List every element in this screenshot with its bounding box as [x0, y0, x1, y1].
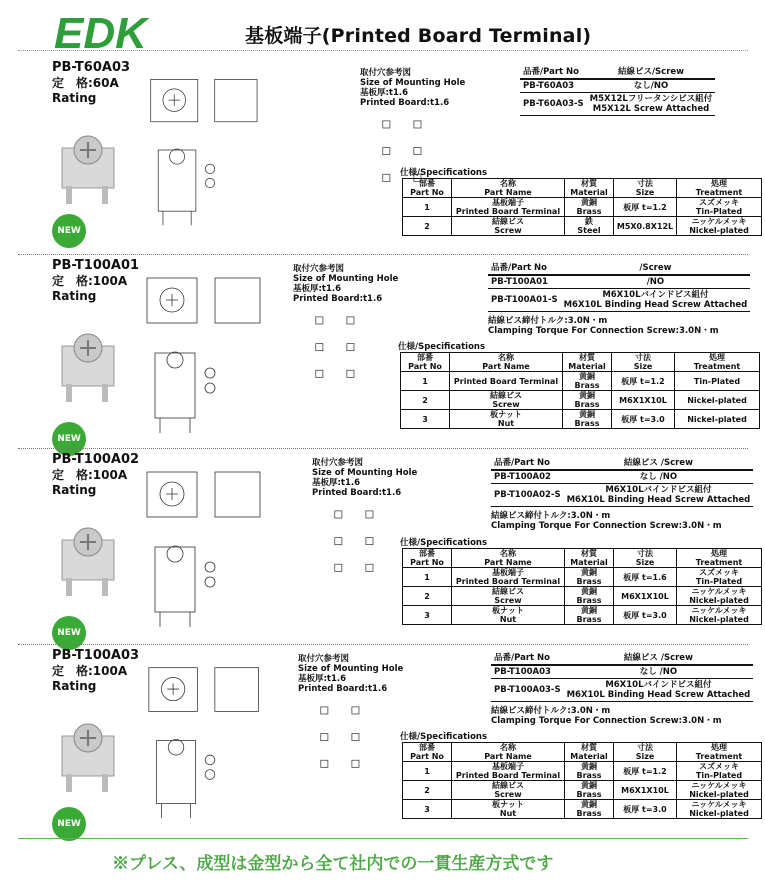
spec-cell: [452, 217, 565, 236]
product-photo: [50, 510, 130, 600]
cell-en: Tin-Plated: [693, 376, 741, 386]
mounting-hole-jp: 取付穴参考図: [298, 654, 350, 664]
spec-cell: 2: [401, 391, 450, 410]
mounting-hole-en: Size of Mounting Hole: [293, 274, 399, 284]
header-jp: 名称: [500, 549, 516, 558]
cell-en: Nut: [497, 419, 515, 428]
spec-cell: [565, 198, 614, 217]
part-number-table: [491, 652, 753, 702]
spec-cell: [452, 198, 565, 217]
spec-table: [402, 548, 762, 625]
spec-header-cell: [403, 179, 452, 198]
spec-header-cell: [450, 353, 563, 372]
cell-jp: 結線ビス: [490, 391, 522, 400]
mounting-hole-t-en: Printed Board:t1.6: [312, 488, 402, 498]
cell-jp: 板ナット: [492, 800, 524, 809]
rating-en: Rating: [52, 483, 97, 497]
new-badge: NEW: [52, 807, 86, 841]
cell-en: Nickel-plated: [689, 596, 749, 605]
cell-jp: 黄銅: [579, 410, 595, 419]
product-photo: [50, 316, 130, 406]
cell-en: Nickel-plated: [687, 414, 747, 424]
spec-header-cell: [452, 179, 565, 198]
spec-cell: [450, 391, 563, 410]
spec-row: [403, 217, 762, 236]
mounting-hole-jp: 取付穴参考図: [312, 458, 364, 468]
header-jp: 部番: [419, 549, 435, 558]
header-jp: 部番: [419, 743, 435, 752]
spec-cell: [565, 217, 614, 236]
screw-option: M5X12Lフリータンシビス組付 M5X12L Screw Attached: [587, 93, 716, 116]
screw-option: なし /NO: [564, 470, 754, 484]
footer-note: ※プレス、成型は金型から全て社内での一貫生産方式です: [112, 854, 554, 874]
spec-cell: [452, 568, 565, 587]
cell-jp: 黄銅: [581, 198, 597, 207]
spec-header-cell: [614, 743, 677, 762]
part-number: PB-T100A03-S: [491, 679, 564, 702]
spec-row: [403, 606, 762, 625]
header-jp: 処理: [711, 743, 727, 752]
cell-jp: 黄銅: [579, 372, 595, 381]
spec-title: 仕様/Specifications: [400, 732, 488, 742]
spec-header-cell: [675, 353, 760, 372]
spec-cell: [677, 217, 762, 236]
spec-table: [402, 178, 762, 236]
spec-header-cell: [565, 743, 614, 762]
footer-rule: [18, 838, 748, 839]
mounting-hole-en: Size of Mounting Hole: [360, 78, 466, 88]
part-number: PB-T100A01-S: [488, 289, 561, 312]
spec-cell: [563, 372, 612, 391]
spec-cell: [450, 410, 563, 429]
mounting-hole-en: Size of Mounting Hole: [298, 664, 404, 674]
spec-cell: [675, 372, 760, 391]
spec-row: [401, 391, 760, 410]
mounting-hole-t-jp: 基板厚:t1.6: [293, 284, 342, 294]
cell-en: Brass: [576, 577, 602, 586]
cell-en: Screw: [492, 400, 520, 409]
spec-cell: [675, 391, 760, 410]
cell-jp: 鉄: [585, 217, 593, 226]
part-number: PB-T60A03-S: [520, 93, 587, 116]
mounting-hole-t-jp: 基板厚:t1.6: [360, 88, 409, 98]
rating-en: Rating: [52, 91, 97, 105]
cell-jp: 黄銅: [581, 587, 597, 596]
part-number: PB-T60A03: [520, 79, 587, 93]
mounting-hole-t-en: Printed Board:t1.6: [360, 98, 450, 108]
dimension-drawing: [135, 658, 285, 823]
spec-cell: [677, 198, 762, 217]
spec-cell: [565, 606, 614, 625]
spec-title: 仕様/Specifications: [400, 168, 488, 178]
cell-en: Nut: [499, 615, 517, 624]
mounting-hole-t-jp: 基板厚:t1.6: [312, 478, 361, 488]
header-jp: 部番: [419, 179, 435, 188]
cell-jp: 結線ビス: [492, 217, 524, 226]
header-jp: 処理: [711, 179, 727, 188]
header-en: Size: [635, 558, 655, 567]
cell-jp: 黄銅: [581, 568, 597, 577]
spec-row: [403, 587, 762, 606]
mounting-hole-en: Size of Mounting Hole: [312, 468, 418, 478]
header-rule: [18, 50, 748, 51]
spec-cell: 2: [403, 587, 452, 606]
header-jp: 材質: [581, 179, 597, 188]
spec-header-cell: [612, 353, 675, 372]
part-no-header: 品番/Part No: [491, 652, 564, 665]
spec-row: [403, 568, 762, 587]
rating-en: Rating: [52, 289, 97, 303]
spec-cell: [452, 762, 565, 781]
rating-jp: 定 格:100A: [52, 274, 128, 288]
spec-cell: [452, 606, 565, 625]
part-no-header: 品番/Part No: [488, 262, 561, 275]
spec-row: [403, 781, 762, 800]
spec-cell: 板厚 t=3.0: [614, 606, 677, 625]
cell-en: Tin-Plated: [695, 577, 743, 586]
part-no-header: 品番/Part No: [491, 457, 564, 470]
part-number: PB-T100A02: [491, 470, 564, 484]
header-en: Part Name: [484, 188, 532, 197]
part-number-table: [488, 262, 750, 312]
header-en: Part Name: [484, 752, 532, 761]
spec-cell: 1: [403, 198, 452, 217]
spec-cell: [675, 410, 760, 429]
screw-header: 結線ビス /Screw: [564, 457, 754, 470]
model-name: PB-T100A01: [52, 258, 140, 273]
cell-en: Brass: [576, 615, 602, 624]
spec-cell: [563, 410, 612, 429]
header-jp: 寸法: [635, 353, 651, 362]
product-photo: [50, 706, 130, 796]
cell-en: Tin-Plated: [695, 207, 743, 216]
cell-en: Nickel-plated: [687, 395, 747, 405]
model-name: PB-T100A03: [52, 648, 140, 663]
cell-en: Brass: [574, 381, 600, 390]
header-en: Part No: [410, 188, 444, 197]
header-en: Treatment: [693, 362, 741, 371]
spec-cell: 板厚 t=1.2: [614, 762, 677, 781]
clamping-torque-en: Clamping Torque For Connection Screw:3.0N・m: [491, 521, 722, 531]
cell-en: Printed Board Terminal: [455, 577, 561, 586]
header-jp: 名称: [498, 353, 514, 362]
spec-title: 仕様/Specifications: [398, 342, 486, 352]
logo-text: EDK: [54, 10, 147, 54]
dimension-drawing: [135, 268, 285, 438]
cell-en: Brass: [576, 809, 602, 818]
spec-cell: [450, 372, 563, 391]
spec-cell: [565, 781, 614, 800]
spec-header-cell: [677, 743, 762, 762]
cell-en: Tin-Plated: [695, 771, 743, 780]
spec-table: [402, 742, 762, 819]
section-divider: [18, 644, 748, 645]
cell-en: Nickel-plated: [689, 615, 749, 624]
header-jp: 名称: [500, 179, 516, 188]
screw-option: M6X10Lバインドビス組付 M6X10L Binding Head Screw Attached: [564, 679, 754, 702]
spec-row: [403, 198, 762, 217]
spec-cell: [452, 781, 565, 800]
new-badge: NEW: [52, 214, 86, 248]
spec-cell: 1: [403, 568, 452, 587]
cell-jp: ニッケルメッキ: [691, 606, 747, 615]
spec-title: 仕様/Specifications: [400, 538, 488, 548]
spec-header-cell: [401, 353, 450, 372]
header-jp: 部番: [417, 353, 433, 362]
rating-jp: 定 格:100A: [52, 468, 128, 482]
spec-header-cell: [403, 549, 452, 568]
header-en: Treatment: [695, 558, 743, 567]
page-title: 基板端子(Printed Board Terminal): [245, 25, 592, 47]
cell-jp: 板ナット: [490, 410, 522, 419]
mounting-hole-t-en: Printed Board:t1.6: [293, 294, 383, 304]
header-jp: 材質: [581, 743, 597, 752]
new-badge: NEW: [52, 422, 86, 456]
header-en: Material: [570, 752, 608, 761]
clamping-torque-en: Clamping Torque For Connection Screw:3.0N・m: [488, 326, 719, 336]
spec-cell: M6X1X10L: [614, 587, 677, 606]
part-number: PB-T100A01: [488, 275, 561, 289]
spec-row: [401, 372, 760, 391]
header-en: Material: [570, 558, 608, 567]
spec-cell: 1: [401, 372, 450, 391]
spec-cell: 板厚 t=3.0: [614, 800, 677, 819]
spec-cell: M6X1X10L: [614, 781, 677, 800]
spec-cell: [677, 800, 762, 819]
spec-cell: M5X0.8X12L: [614, 217, 677, 236]
spec-row: [403, 762, 762, 781]
header-en: Material: [568, 362, 606, 371]
screw-header: 結線ビス /Screw: [564, 652, 754, 665]
cell-jp: スズメッキ: [699, 568, 739, 577]
header-en: Part Name: [482, 362, 530, 371]
mounting-hole-drawing: [317, 502, 397, 582]
header-en: Treatment: [695, 188, 743, 197]
clamping-torque-jp: 結線ビス締付トルク:3.0N・m: [491, 511, 611, 521]
header-jp: 処理: [711, 549, 727, 558]
screw-option: M6X10Lバインドビス組付 M6X10L Binding Head Screw Attached: [561, 289, 751, 312]
screw-header: 結線ビス/Screw: [587, 66, 716, 79]
spec-cell: 板厚 t=3.0: [612, 410, 675, 429]
part-number: PB-T100A02-S: [491, 484, 564, 507]
cell-en: Steel: [577, 226, 601, 235]
part-number-table: [491, 457, 753, 507]
spec-cell: [677, 568, 762, 587]
header-jp: 処理: [709, 353, 725, 362]
rating-jp: 定 格:60A: [52, 76, 119, 90]
part-no-header: 品番/Part No: [520, 66, 587, 79]
screw-option: なし /NO: [564, 665, 754, 679]
dimension-drawing: [135, 462, 285, 632]
cell-jp: 板ナット: [492, 606, 524, 615]
spec-header-cell: [614, 179, 677, 198]
header-jp: 材質: [579, 353, 595, 362]
spec-header-cell: [563, 353, 612, 372]
header-jp: 寸法: [637, 549, 653, 558]
header-jp: 寸法: [637, 179, 653, 188]
spec-cell: [677, 781, 762, 800]
spec-cell: 3: [403, 606, 452, 625]
spec-header-cell: [677, 179, 762, 198]
rating-jp: 定 格:100A: [52, 664, 128, 678]
screw-header: /Screw: [561, 262, 751, 275]
cell-jp: 結線ビス: [492, 587, 524, 596]
header-en: Size: [635, 188, 655, 197]
spec-cell: [565, 568, 614, 587]
mounting-hole-t-jp: 基板厚:t1.6: [298, 674, 347, 684]
header-en: Part No: [410, 752, 444, 761]
header-jp: 名称: [500, 743, 516, 752]
cell-jp: ニッケルメッキ: [691, 781, 747, 790]
spec-table: [400, 352, 760, 429]
cell-jp: ニッケルメッキ: [691, 217, 747, 226]
cell-en: Printed Board Terminal: [455, 771, 561, 780]
spec-cell: [452, 800, 565, 819]
cell-en: Brass: [576, 771, 602, 780]
model-name: PB-T60A03: [52, 60, 131, 75]
spec-cell: 1: [403, 762, 452, 781]
section-divider: [18, 254, 748, 255]
cell-en: Screw: [494, 790, 522, 799]
spec-cell: [563, 391, 612, 410]
spec-header-cell: [403, 743, 452, 762]
cell-en: Brass: [576, 596, 602, 605]
cell-jp: 基板端子: [492, 568, 524, 577]
spec-header-cell: [614, 549, 677, 568]
spec-header-cell: [677, 549, 762, 568]
part-number: PB-T100A03: [491, 665, 564, 679]
cell-jp: スズメッキ: [699, 762, 739, 771]
spec-cell: M6X1X10L: [612, 391, 675, 410]
cell-en: Nickel-plated: [689, 790, 749, 799]
cell-jp: 基板端子: [492, 198, 524, 207]
spec-row: [403, 800, 762, 819]
mounting-hole-drawing: [303, 698, 383, 778]
spec-header-cell: [565, 179, 614, 198]
spec-cell: [677, 606, 762, 625]
cell-en: Nut: [499, 809, 517, 818]
header-en: Size: [635, 752, 655, 761]
cell-en: Brass: [574, 419, 600, 428]
screw-option: /NO: [561, 275, 751, 289]
clamping-torque-jp: 結線ビス締付トルク:3.0N・m: [488, 316, 608, 326]
cell-en: Printed Board Terminal: [453, 376, 559, 386]
spec-cell: [565, 800, 614, 819]
mounting-hole-t-en: Printed Board:t1.6: [298, 684, 388, 694]
cell-jp: 黄銅: [581, 800, 597, 809]
cell-en: Brass: [576, 790, 602, 799]
cell-jp: 黄銅: [581, 762, 597, 771]
spec-cell: [677, 587, 762, 606]
clamping-torque-jp: 結線ビス締付トルク:3.0N・m: [491, 706, 611, 716]
dimension-drawing: [135, 70, 285, 230]
part-number-table: [520, 66, 715, 116]
spec-cell: 板厚 t=1.2: [612, 372, 675, 391]
cell-jp: ニッケルメッキ: [691, 800, 747, 809]
spec-header-cell: [452, 549, 565, 568]
header-en: Size: [633, 362, 653, 371]
spec-cell: [565, 762, 614, 781]
cell-en: Printed Board Terminal: [455, 207, 561, 216]
header-en: Part No: [410, 558, 444, 567]
edk-logo: [52, 10, 170, 54]
mounting-hole-drawing: [298, 308, 378, 388]
screw-option: M6X10Lバインドビス組付 M6X10L Binding Head Screw Attached: [564, 484, 754, 507]
new-badge: NEW: [52, 616, 86, 650]
spec-header-cell: [452, 743, 565, 762]
spec-cell: 板厚 t=1.2: [614, 198, 677, 217]
spec-header-cell: [565, 549, 614, 568]
cell-jp: 結線ビス: [492, 781, 524, 790]
section-divider: [18, 448, 748, 449]
spec-cell: 2: [403, 217, 452, 236]
header-en: Treatment: [695, 752, 743, 761]
spec-cell: 3: [401, 410, 450, 429]
cell-en: Brass: [574, 400, 600, 409]
mounting-hole-jp: 取付穴参考図: [293, 264, 345, 274]
header-en: Part No: [408, 362, 442, 371]
cell-jp: 基板端子: [492, 762, 524, 771]
cell-en: Screw: [494, 596, 522, 605]
cell-jp: ニッケルメッキ: [691, 587, 747, 596]
cell-en: Nickel-plated: [689, 226, 749, 235]
cell-en: Screw: [494, 226, 522, 235]
clamping-torque-en: Clamping Torque For Connection Screw:3.0N・m: [491, 716, 722, 726]
spec-row: [401, 410, 760, 429]
cell-jp: スズメッキ: [699, 198, 739, 207]
spec-cell: [677, 762, 762, 781]
header-jp: 寸法: [637, 743, 653, 752]
rating-en: Rating: [52, 679, 97, 693]
spec-cell: [452, 587, 565, 606]
cell-en: Brass: [576, 207, 602, 216]
cell-jp: 黄銅: [581, 606, 597, 615]
spec-cell: [565, 587, 614, 606]
cell-jp: 黄銅: [581, 781, 597, 790]
cell-en: Nickel-plated: [689, 809, 749, 818]
header-jp: 材質: [581, 549, 597, 558]
product-photo: [50, 118, 130, 208]
spec-cell: 3: [403, 800, 452, 819]
spec-cell: 板厚 t=1.6: [614, 568, 677, 587]
screw-option: なし/NO: [587, 79, 716, 93]
cell-jp: 黄銅: [579, 391, 595, 400]
model-name: PB-T100A02: [52, 452, 140, 467]
header-en: Part Name: [484, 558, 532, 567]
header-en: Material: [570, 188, 608, 197]
spec-cell: 2: [403, 781, 452, 800]
mounting-hole-jp: 取付穴参考図: [360, 68, 412, 78]
